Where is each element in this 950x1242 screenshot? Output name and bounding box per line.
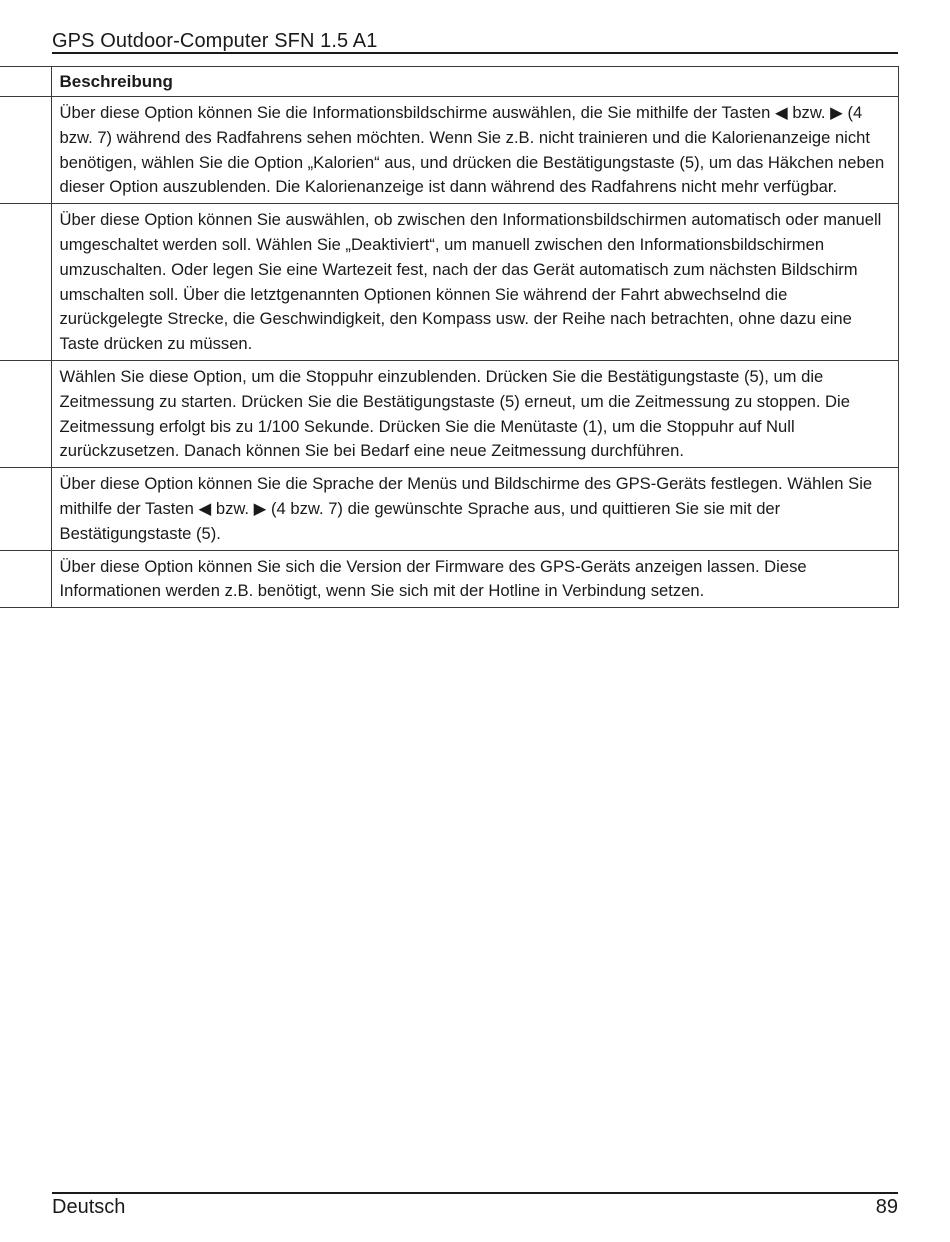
option-cell xyxy=(0,468,51,550)
page-header-title: GPS Outdoor-Computer SFN 1.5 A1 xyxy=(52,30,378,52)
table-row xyxy=(0,468,898,550)
table-row xyxy=(0,360,898,467)
options-table xyxy=(0,66,898,608)
description-cell: Wählen Sie diese Option, um die Stoppuhr einzublenden. Drücken Sie die Bestätigungstaste (5), um die Zeitmessung zu starten. Drücken Sie die Bestätigungstaste (5) erneut, um die Zeitmessung zu stoppen. Die Zeitmessung erfolgt bis zu 1/100 Sekunde. Drücken Sie die Menütaste (1), um die Stoppuhr auf Null zurückzusetzen. Danach können Sie bei Bedarf eine neue Zeitmessung durchführen. xyxy=(51,360,898,467)
description-cell: Über diese Option können Sie die Informationsbildschirme auswählen, die Sie mithilfe der Tasten ◀ bzw. ▶ (4 bzw. 7) während des Radfahrens sehen möchten. Wenn Sie z.B. nicht trainieren und die Kalorienanzeige nicht benötigen, wählen Sie die Option „Kalorien“ aus, und drücken die Bestätigungstaste (5), um das Häkchen neben dieser Option auszublenden. Die Kalorienanzeige ist dann während des Radfahrens nicht mehr verfügbar. xyxy=(51,97,898,204)
option-cell xyxy=(0,550,51,608)
table-row xyxy=(0,204,898,361)
footer-language: Deutsch xyxy=(52,1196,126,1218)
description-table xyxy=(0,66,899,608)
table-row xyxy=(0,97,898,204)
description-column-header: Beschreibung xyxy=(51,67,898,97)
option-cell xyxy=(0,204,51,361)
table-header-row xyxy=(0,67,898,97)
header-divider xyxy=(52,52,898,54)
option-cell xyxy=(0,360,51,467)
page-number: 89 xyxy=(875,1196,898,1218)
table-row xyxy=(0,550,898,608)
option-cell xyxy=(0,97,51,204)
description-cell: Über diese Option können Sie auswählen, ob zwischen den Informationsbildschirmen automatisch oder manuell umgeschaltet werden soll. Wählen Sie „Deaktiviert“, um manuell zwischen den Informationsbildschirmen umzuschalten. Oder legen Sie eine Wartezeit fest, nach der das Gerät automatisch zum nächsten Bildschirm umschalten soll. Über die letztgenannten Optionen können Sie während der Fahrt abwechselnd die zurückgelegte Strecke, die Geschwindigkeit, den Kompass usw. der Reihe nach betrachten, ohne dazu eine Taste drücken zu müssen. xyxy=(51,204,898,361)
description-cell: Über diese Option können Sie sich die Version der Firmware des GPS-Geräts anzeigen lassen. Diese Informationen werden z.B. benötigt, wenn Sie sich mit der Hotline in Verbindung setzen. xyxy=(51,550,898,608)
option-column-header xyxy=(0,67,51,97)
footer-divider xyxy=(52,1192,898,1194)
description-cell: Über diese Option können Sie die Sprache der Menüs und Bildschirme des GPS-Geräts festlegen. Wählen Sie mithilfe der Tasten ◀ bzw. ▶ (4 bzw. 7) die gewünschte Sprache aus, und quittieren Sie sie mit der Bestätigungstaste (5). xyxy=(51,468,898,550)
